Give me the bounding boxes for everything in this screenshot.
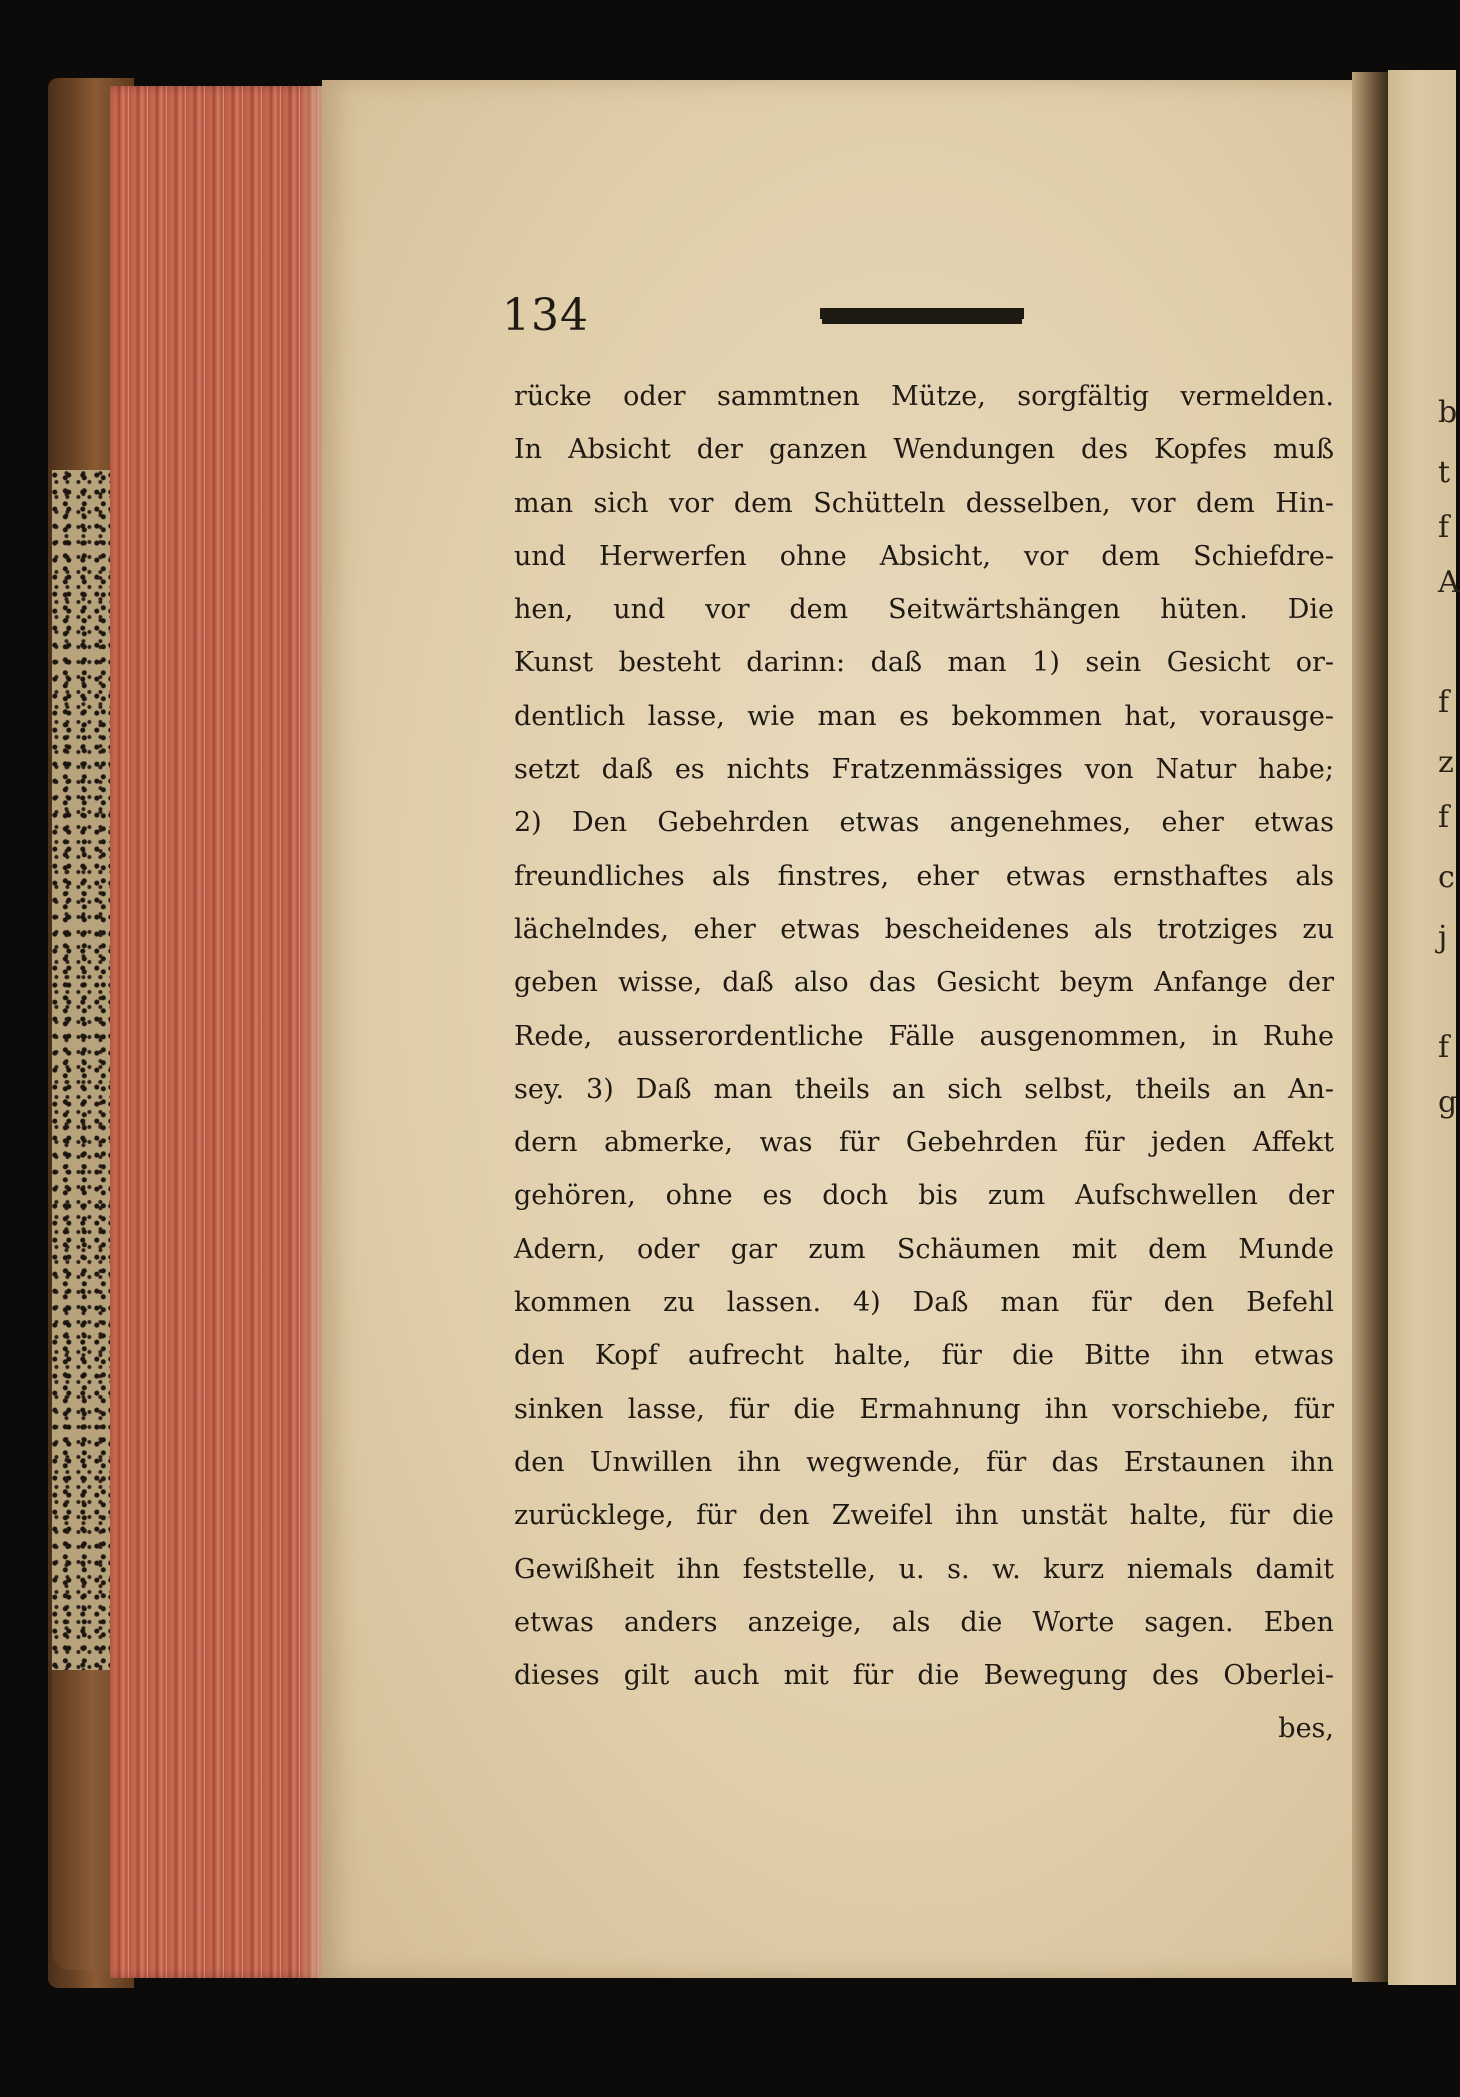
- facing-page-fragment: c: [1438, 860, 1455, 895]
- page-header: [502, 290, 1062, 350]
- facing-page-fragment: f: [1438, 800, 1450, 835]
- facing-page-fragment: f: [1438, 510, 1450, 545]
- facing-page: [1388, 70, 1460, 1985]
- text-line: setzt daß es nichts Fratzenmässiges von Natur habe;: [514, 754, 1334, 786]
- text-line: freundliches als finstres, eher etwas ernsthaftes als: [514, 860, 1334, 892]
- red-page-edges: [110, 86, 325, 1978]
- text-line: dieses gilt auch mit für die Bewegung des Oberlei-: [514, 1660, 1334, 1692]
- facing-page-fragment: b: [1438, 395, 1458, 430]
- facing-page-fragment: A: [1438, 565, 1460, 600]
- text-line: dentlich lasse, wie man es bekommen hat, vorausge-: [514, 700, 1334, 732]
- text-line: hen, und vor dem Seitwärtshängen hüten. Die: [514, 594, 1334, 626]
- text-line: Gewißheit ihn feststelle, u. s. w. kurz niemals damit: [514, 1553, 1334, 1585]
- text-line: sey. 3) Daß man theils an sich selbst, theils an An-: [514, 1073, 1334, 1105]
- text-line: und Herwerfen ohne Absicht, vor dem Schiefdre-: [514, 540, 1334, 572]
- text-line: man sich vor dem Schütteln desselben, vor dem Hin-: [514, 487, 1334, 519]
- page-number: 134: [502, 290, 589, 341]
- text-line: geben wisse, daß also das Gesicht beym Anfange der: [514, 967, 1334, 999]
- text-line: rücke oder sammtnen Mütze, sorgfältig vermelden.: [514, 381, 1334, 412]
- catchword: bes,: [1278, 1713, 1334, 1745]
- facing-page-fragment: g: [1438, 1085, 1458, 1120]
- text-line: 2) Den Gebehrden etwas angenehmes, eher etwas: [514, 807, 1334, 839]
- page-body-text: [514, 370, 1334, 1756]
- header-rule: [820, 308, 1024, 319]
- text-line: den Kopf aufrecht halte, für die Bitte ihn etwas: [514, 1340, 1334, 1372]
- text-line: kommen zu lassen. 4) Daß man für den Befehl: [514, 1287, 1334, 1319]
- text-line: sinken lasse, für die Ermahnung ihn vorschiebe, für: [514, 1393, 1334, 1425]
- text-line: lächelndes, eher etwas bescheidenes als trotziges zu: [514, 913, 1334, 945]
- facing-page-fragment: t: [1438, 455, 1451, 490]
- text-line: In Absicht der ganzen Wendungen des Kopfes muß: [514, 434, 1334, 466]
- facing-page-fragment: f: [1438, 685, 1450, 720]
- book-gutter: [1352, 72, 1392, 1982]
- text-line: dern abmerke, was für Gebehrden für jeden Affekt: [514, 1127, 1334, 1159]
- text-line: Rede, ausserordentliche Fälle ausgenommen, in Ruhe: [514, 1020, 1334, 1052]
- text-line: Kunst besteht darinn: daß man 1) sein Gesicht or-: [514, 647, 1334, 679]
- text-line: etwas anders anzeige, als die Worte sagen. Eben: [514, 1606, 1334, 1638]
- text-line: gehören, ohne es doch bis zum Aufschwellen der: [514, 1180, 1334, 1212]
- text-line: Adern, oder gar zum Schäumen mit dem Munde: [514, 1233, 1334, 1265]
- text-line: zurücklege, für den Zweifel ihn unstät halte, für die: [514, 1500, 1334, 1532]
- facing-page-fragment: f: [1438, 1030, 1450, 1065]
- text-line: den Unwillen ihn wegwende, für das Erstaunen ihn: [514, 1446, 1334, 1478]
- facing-page-fragment: j: [1438, 920, 1448, 955]
- facing-page-fragment: z: [1438, 745, 1454, 780]
